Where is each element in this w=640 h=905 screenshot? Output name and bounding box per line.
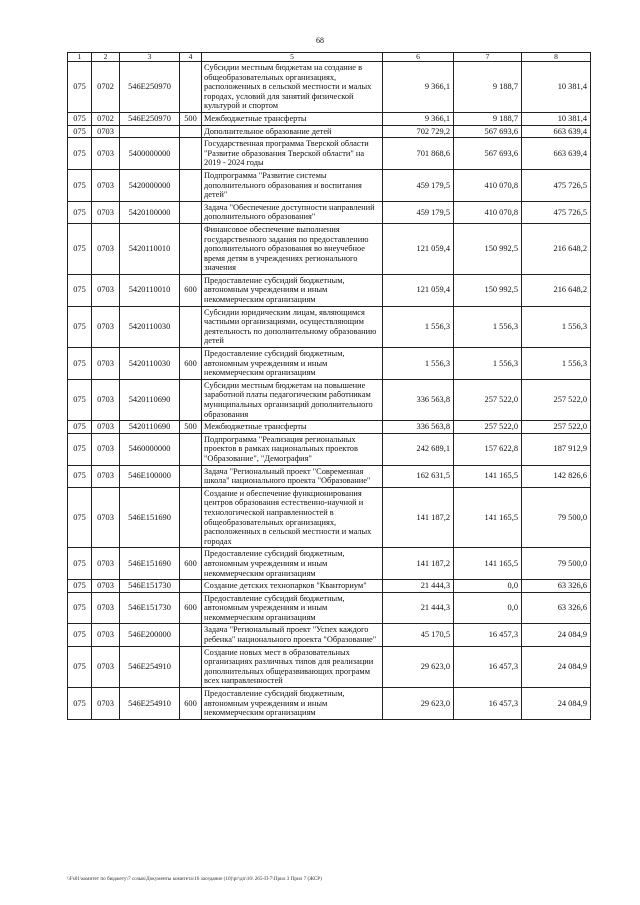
expense-type-cell: 600 [180,274,202,306]
name-cell: Предоставление субсидий бюджетным, автономным учреждениям и иным некоммерческим организациям [202,592,383,624]
admin-code-cell: 075 [68,580,92,593]
section-code-cell: 0703 [92,646,120,687]
amount-2022-cell: 24 084,9 [522,624,591,646]
expense-type-cell [180,487,202,548]
name-cell: Субсидии местным бюджетам на создание в общеобразовательных организациях, расположенных в сельской местности и малых городах, условий для занятий физической культурой и спортом [202,62,383,113]
amount-2020-cell: 162 631,5 [383,465,454,487]
table-row [68,201,591,223]
amount-2021-cell: 0,0 [454,592,522,624]
table-row [68,348,591,380]
target-article-cell: 5420100000 [120,201,180,223]
target-article-cell: 5420110690 [120,421,180,434]
amount-2022-cell: 79 500,0 [522,487,591,548]
amount-2022-cell: 216 648,2 [522,223,591,274]
amount-2021-cell: 1 556,3 [454,348,522,380]
section-code-cell: 0703 [92,223,120,274]
table-row [68,125,591,138]
amount-2021-cell: 9 188,7 [454,62,522,113]
column-header: 5 [202,53,383,62]
expense-type-cell: 600 [180,688,202,720]
amount-2022-cell: 663 639,4 [522,125,591,138]
admin-code-cell: 075 [68,487,92,548]
table-row [68,62,591,113]
expense-type-cell [180,169,202,201]
section-code-cell: 0703 [92,274,120,306]
expense-type-cell: 600 [180,548,202,580]
amount-2022-cell: 24 084,9 [522,688,591,720]
name-cell: Субсидии юридическим лицам, являющимся частными организациями, осуществляющим деятельность по дополнительному образованию детей [202,306,383,347]
table-row [68,688,591,720]
admin-code-cell: 075 [68,624,92,646]
section-code-cell: 0703 [92,169,120,201]
amount-2020-cell: 459 179,5 [383,169,454,201]
admin-code-cell: 075 [68,421,92,434]
amount-2021-cell: 9 188,7 [454,112,522,125]
expense-type-cell [180,646,202,687]
target-article-cell: 5420000000 [120,169,180,201]
section-code-cell: 0703 [92,688,120,720]
budget-table [67,52,591,720]
name-cell: Подпрограмма "Реализация региональных проектов в рамках национальных проектов "Образование", "Демография" [202,433,383,465]
admin-code-cell: 075 [68,379,92,420]
expense-type-cell [180,379,202,420]
admin-code-cell: 075 [68,125,92,138]
amount-2022-cell: 187 912,9 [522,433,591,465]
section-code-cell: 0703 [92,379,120,420]
table-row [68,465,591,487]
amount-2022-cell: 216 648,2 [522,274,591,306]
amount-2021-cell: 257 522,0 [454,379,522,420]
admin-code-cell: 075 [68,274,92,306]
amount-2021-cell: 16 457,3 [454,688,522,720]
expense-type-cell: 600 [180,592,202,624]
amount-2021-cell: 567 693,6 [454,125,522,138]
name-cell: Государственная программа Тверской области "Развитие образования Тверской области" на 2019 - 2024 годы [202,138,383,170]
target-article-cell [120,125,180,138]
name-cell: Предоставление субсидий бюджетным, автономным учреждениям и иным некоммерческим организациям [202,688,383,720]
amount-2020-cell: 45 170,5 [383,624,454,646]
amount-2020-cell: 21 444,3 [383,592,454,624]
admin-code-cell: 075 [68,348,92,380]
amount-2021-cell: 16 457,3 [454,624,522,646]
amount-2022-cell: 79 500,0 [522,548,591,580]
admin-code-cell: 075 [68,201,92,223]
section-code-cell: 0703 [92,125,120,138]
table-row [68,274,591,306]
amount-2022-cell: 475 726,5 [522,201,591,223]
amount-2021-cell: 567 693,6 [454,138,522,170]
table-row [68,487,591,548]
table-row [68,433,591,465]
target-article-cell: 5460000000 [120,433,180,465]
table-header-row [68,53,591,62]
name-cell: Создание детских технопарков "Кванториум" [202,580,383,593]
section-code-cell: 0703 [92,580,120,593]
target-article-cell: 546E200000 [120,624,180,646]
amount-2021-cell: 141 165,5 [454,465,522,487]
table-row [68,580,591,593]
amount-2022-cell: 63 326,6 [522,592,591,624]
target-article-cell: 546E250970 [120,62,180,113]
expense-type-cell [180,125,202,138]
amount-2021-cell: 157 622,8 [454,433,522,465]
admin-code-cell: 075 [68,112,92,125]
expense-type-cell [180,138,202,170]
target-article-cell: 546E151690 [120,548,180,580]
amount-2021-cell: 150 992,5 [454,274,522,306]
amount-2021-cell: 0,0 [454,580,522,593]
amount-2021-cell: 16 457,3 [454,646,522,687]
amount-2022-cell: 24 084,9 [522,646,591,687]
name-cell: Финансовое обеспечение выполнения государственного задания по предоставлению дополнительного образования во внеучебное время детям в учреждениях регионального значения [202,223,383,274]
admin-code-cell: 075 [68,465,92,487]
target-article-cell: 546E151730 [120,580,180,593]
section-code-cell: 0703 [92,421,120,434]
section-code-cell: 0703 [92,201,120,223]
target-article-cell: 5420110010 [120,223,180,274]
admin-code-cell: 075 [68,62,92,113]
target-article-cell: 546E254910 [120,646,180,687]
table-row [68,379,591,420]
amount-2020-cell: 9 366,1 [383,112,454,125]
amount-2022-cell: 1 556,3 [522,348,591,380]
section-code-cell: 0702 [92,112,120,125]
amount-2022-cell: 142 826,6 [522,465,591,487]
target-article-cell: 546E151690 [120,487,180,548]
target-article-cell: 546E100000 [120,465,180,487]
amount-2022-cell: 257 522,0 [522,379,591,420]
amount-2021-cell: 410 070,8 [454,201,522,223]
name-cell: Создание и обеспечение функционирования центров образования естественно-научной и технологической направленностей в общеобразовательных организациях, расположенных в сельской местности и малых городах [202,487,383,548]
admin-code-cell: 075 [68,548,92,580]
target-article-cell: 546E151730 [120,592,180,624]
table-row [68,421,591,434]
admin-code-cell: 075 [68,169,92,201]
amount-2020-cell: 29 623,0 [383,646,454,687]
target-article-cell: 5400000000 [120,138,180,170]
column-header: 4 [180,53,202,62]
amount-2020-cell: 1 556,3 [383,306,454,347]
amount-2021-cell: 150 992,5 [454,223,522,274]
target-article-cell: 546E254910 [120,688,180,720]
expense-type-cell [180,580,202,593]
admin-code-cell: 075 [68,592,92,624]
table-row [68,646,591,687]
section-code-cell: 0703 [92,348,120,380]
expense-type-cell [180,62,202,113]
table-row [68,624,591,646]
target-article-cell: 5420110690 [120,379,180,420]
amount-2022-cell: 10 381,4 [522,112,591,125]
amount-2022-cell: 10 381,4 [522,62,591,113]
name-cell: Межбюджетные трансферты [202,421,383,434]
expense-type-cell: 500 [180,112,202,125]
expense-type-cell [180,223,202,274]
amount-2020-cell: 701 868,6 [383,138,454,170]
expense-type-cell [180,201,202,223]
amount-2020-cell: 121 059,4 [383,274,454,306]
amount-2021-cell: 257 522,0 [454,421,522,434]
section-code-cell: 0703 [92,433,120,465]
amount-2020-cell: 459 179,5 [383,201,454,223]
section-code-cell: 0702 [92,62,120,113]
section-code-cell: 0703 [92,592,120,624]
table-row [68,306,591,347]
name-cell: Субсидии местным бюджетам на повышение заработной платы педагогическим работникам муниципальных организаций дополнительного образования [202,379,383,420]
name-cell: Задача "Региональный проект "Успех каждого ребенка" национального проекта "Образование" [202,624,383,646]
name-cell: Предоставление субсидий бюджетным, автономным учреждениям и иным некоммерческим организациям [202,274,383,306]
column-header: 8 [522,53,591,62]
section-code-cell: 0703 [92,138,120,170]
amount-2020-cell: 1 556,3 [383,348,454,380]
expense-type-cell: 500 [180,421,202,434]
amount-2022-cell: 1 556,3 [522,306,591,347]
section-code-cell: 0703 [92,306,120,347]
admin-code-cell: 075 [68,306,92,347]
amount-2020-cell: 29 623,0 [383,688,454,720]
amount-2022-cell: 257 522,0 [522,421,591,434]
footer-file-path: \\Fs01\комитет по бюджету\7 созыв\Документы комитета\16 заседание (10)\рг\дп\16\ 265-П-7\Прил 3 Прил 7 (ЖСР) [67,876,322,882]
target-article-cell: 5420110030 [120,306,180,347]
name-cell: Задача "Обеспечение доступности направлений дополнительного образования" [202,201,383,223]
admin-code-cell: 075 [68,138,92,170]
amount-2021-cell: 141 165,5 [454,487,522,548]
name-cell: Предоставление субсидий бюджетным, автономным учреждениям и иным некоммерческим организациям [202,348,383,380]
section-code-cell: 0703 [92,465,120,487]
amount-2022-cell: 63 326,6 [522,580,591,593]
column-header: 6 [383,53,454,62]
column-header: 3 [120,53,180,62]
amount-2021-cell: 410 070,8 [454,169,522,201]
admin-code-cell: 075 [68,223,92,274]
expense-type-cell: 600 [180,348,202,380]
amount-2020-cell: 336 563,8 [383,379,454,420]
table-row [68,112,591,125]
target-article-cell: 546E250970 [120,112,180,125]
amount-2022-cell: 475 726,5 [522,169,591,201]
target-article-cell: 5420110010 [120,274,180,306]
amount-2020-cell: 21 444,3 [383,580,454,593]
name-cell: Задача "Региональный проект "Современная школа" национального проекта "Образование" [202,465,383,487]
name-cell: Подпрограмма "Развитие системы дополнительного образования и воспитания детей" [202,169,383,201]
name-cell: Создание новых мест в образовательных организациях различных типов для реализации дополнительных общеразвивающих программ всех направленностей [202,646,383,687]
amount-2021-cell: 1 556,3 [454,306,522,347]
column-header: 2 [92,53,120,62]
amount-2020-cell: 9 366,1 [383,62,454,113]
table-row [68,138,591,170]
amount-2020-cell: 336 563,8 [383,421,454,434]
page-number: 68 [316,36,324,45]
section-code-cell: 0703 [92,548,120,580]
amount-2020-cell: 141 187,2 [383,548,454,580]
amount-2020-cell: 242 689,1 [383,433,454,465]
column-header: 1 [68,53,92,62]
target-article-cell: 5420110030 [120,348,180,380]
amount-2020-cell: 702 729,2 [383,125,454,138]
name-cell: Дополнительное образование детей [202,125,383,138]
amount-2020-cell: 141 187,2 [383,487,454,548]
amount-2021-cell: 141 165,5 [454,548,522,580]
section-code-cell: 0703 [92,624,120,646]
expense-type-cell [180,465,202,487]
table-row [68,592,591,624]
admin-code-cell: 075 [68,688,92,720]
amount-2020-cell: 121 059,4 [383,223,454,274]
table-row [68,169,591,201]
column-header: 7 [454,53,522,62]
expense-type-cell [180,624,202,646]
section-code-cell: 0703 [92,487,120,548]
table-row [68,223,591,274]
admin-code-cell: 075 [68,433,92,465]
name-cell: Межбюджетные трансферты [202,112,383,125]
expense-type-cell [180,306,202,347]
admin-code-cell: 075 [68,646,92,687]
amount-2022-cell: 663 639,4 [522,138,591,170]
table-row [68,548,591,580]
name-cell: Предоставление субсидий бюджетным, автономным учреждениям и иным некоммерческим организациям [202,548,383,580]
expense-type-cell [180,433,202,465]
